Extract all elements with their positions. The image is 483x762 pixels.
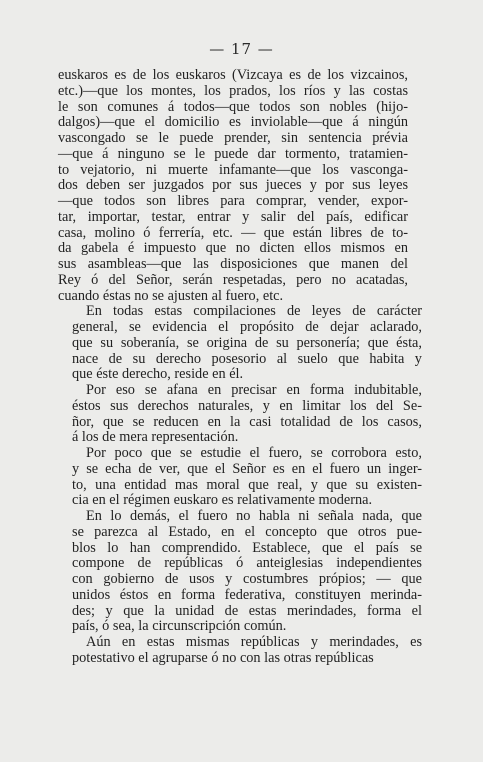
paragraph: [58, 508, 423, 635]
text-line: que su soberanía, se origina de su personería; que ésta,: [72, 334, 422, 351]
text-line: dalgos)—que el domicilio es inviolable—que á ningún: [58, 114, 409, 131]
text-line: blos lo han comprendido. Establece, que el país se: [72, 539, 423, 556]
text-line: des; y que la unidad de estas merindades, forma el: [72, 602, 422, 619]
text-line: éstos sus derechos naturales, y en limitar los del Se-: [72, 397, 422, 414]
text-line: y se echa de ver, que el Señor es en el fuero un inger-: [72, 460, 423, 477]
text-line: nace de su derecho posesorio al suelo que habita y: [72, 350, 422, 367]
text-line: En lo demás, el fuero no habla ni señala nada, que: [86, 508, 422, 524]
text-line: —que todos son libres para comprar, vender, expor-: [58, 193, 408, 209]
text-line: Rey ó del Señor, serán respetadas, pero no acatadas,: [58, 271, 409, 288]
text-line: se parezca al Estado, en el concepto que otros pue-: [72, 523, 423, 540]
text-line: país, ó sea, la circunscripción común.: [72, 618, 287, 635]
text-line: tar, importar, testar, entrar y salir del país, edificar: [58, 208, 409, 225]
paragraph: [58, 634, 423, 667]
text-line: compone de repúblicas ó anteiglesias independientes: [72, 555, 422, 572]
text-line: general, se evidencia el propósito de dejar aclarado,: [72, 319, 422, 335]
text-line: á los de mera representación.: [72, 429, 239, 446]
text-line: vascongado se le puede prender, sin sentencia prévia: [58, 130, 408, 146]
text-line: potestativo el agruparse ó no con las otras repúblicas: [72, 649, 374, 666]
text-line: que éste derecho, reside en él.: [72, 366, 244, 383]
text-line: casa, molino ó ferrería, etc. — que están libres de to-: [58, 224, 409, 241]
text-line: euskaros es de los euskaros (Vizcaya es de los vizcainos,: [58, 67, 408, 83]
text-line: Aún en estas mismas repúblicas y merindades, es: [86, 634, 423, 650]
body-text: [58, 67, 423, 667]
text-line: le son comunes á todos—que todos son nobles (hijo-: [58, 98, 409, 115]
text-line: to vejatorio, ni muerte infamante—que los vasconga-: [58, 161, 409, 178]
text-line: Por poco que se estudie el fuero, se corrobora esto,: [86, 445, 422, 461]
text-line: etc.)—que los montes, los prados, los ríos y las costas: [58, 82, 409, 99]
text-line: unidos éstos en forma federativa, constituyen merinda-: [72, 586, 423, 603]
paragraph: [58, 382, 422, 446]
text-line: —que á ninguno se le puede dar tormento, tratamien-: [58, 145, 409, 162]
text-line: cuando éstas no se ajusten al fuero, etc.: [58, 287, 284, 304]
paragraph: [58, 445, 423, 509]
paragraph: [58, 303, 423, 383]
page-number: — 17 —: [209, 40, 274, 58]
text-line: con gobierno de usos y costumbres própios; — que: [72, 571, 423, 587]
paragraph: [58, 68, 408, 304]
text-line: to, una entidad mas moral que real, y que su existen-: [72, 476, 422, 493]
text-line: da gabela é impuesto que no dicten ellos mismos en: [58, 240, 408, 257]
text-line: cia en el régimen euskaro es relativamente moderna.: [72, 492, 373, 509]
text-line: En todas estas compilaciones de leyes de carácter: [86, 303, 423, 320]
text-line: ñor, que se reducen en la casi totalidad de los casos,: [72, 413, 422, 430]
text-line: dos deben ser juzgados por sus jueces y por sus leyes: [58, 177, 409, 194]
text-line: Por eso se afana en precisar en forma indubitable,: [86, 382, 422, 398]
text-line: sus asambleas—que las disposiciones que manen del: [58, 256, 408, 272]
